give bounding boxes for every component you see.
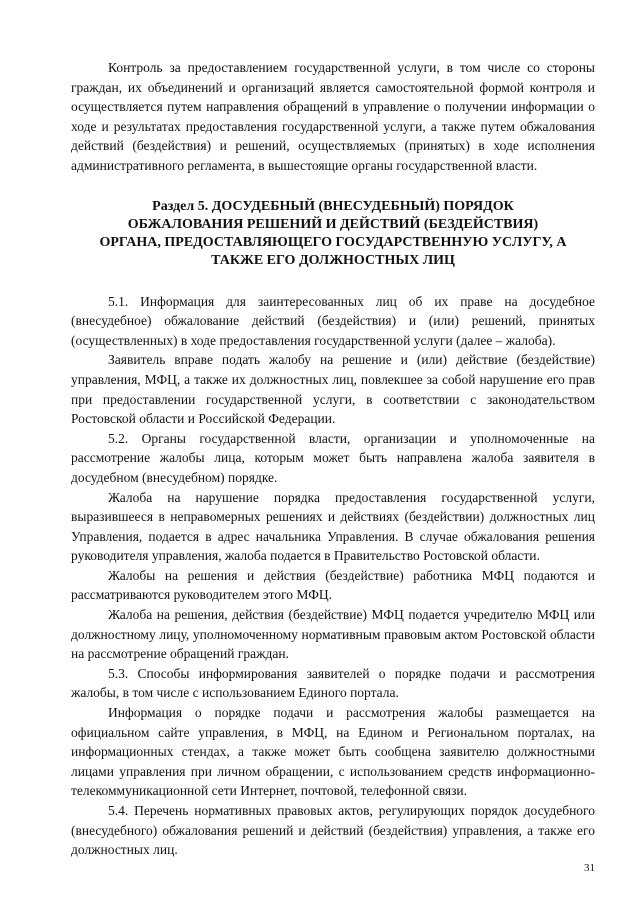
page-number: 31 [584, 862, 595, 874]
section-heading-line: ОБЖАЛОВАНИЯ РЕШЕНИЙ И ДЕЙСТВИЙ (БЕЗДЕЙСТВИЯ) [127, 216, 539, 232]
paragraph-applicant-right: Заявитель вправе подать жалобу на решение и (или) действие (бездействие) управления, МФЦ, а также их должностных лиц, повлекшее за собой нарушение его прав при предоставлении государственной услуги, в соответствии с законодательством Ростовской области и Российской Федерации. [71, 352, 595, 427]
section-heading-line: Раздел 5. ДОСУДЕБНЫЙ (ВНЕСУДЕБНЫЙ) ПОРЯДОК [152, 198, 514, 214]
paragraph-5-3: 5.3. Способы информирования заявителей о порядке подачи и рассмотрения жалобы, в том числе с использованием Единого портала. [71, 665, 595, 701]
paragraph-information-placement: Информация о порядке подачи и рассмотрения жалобы размещается на официальном сайте управления, в МФЦ, на Едином и Региональном порталах, на информационных стендах, а также может быть сообщена заявителю должностными лицами управления при личном обращении, с использованием средств информационно-телекоммуникационной сети Интернет, почтовой, телефонной связи. [71, 705, 595, 799]
paragraph-complaint-mfc-worker: Жалобы на решения и действия (бездействие) работника МФЦ подаются и рассматриваются руководителем этого МФЦ. [71, 567, 595, 603]
paragraph-complaint-management: Жалоба на нарушение порядка предоставления государственной услуги, выразившееся в неправомерных решениях и действиях (бездействии) должностных лиц Управления, подается в адрес начальника Управления. В случае обжалования решения руководителя управления, жалоба подается в Правительство Ростовской области. [71, 489, 595, 564]
section-heading [71, 198, 595, 270]
paragraph-5-4: 5.4. Перечень нормативных правовых актов, регулирующих порядок досудебного (внесудебного) обжалования решений и действий (бездействия) управления, а также его должностных лиц. [71, 803, 595, 858]
paragraph-5-2: 5.2. Органы государственной власти, организации и уполномоченные на рассмотрение жалобы лица, которым может быть направлена жалоба заявителя в досудебном (внесудебном) порядке. [71, 430, 595, 485]
section-heading-line: ОРГАНА, ПРЕДОСТАВЛЯЮЩЕГО ГОСУДАРСТВЕННУЮ УСЛУГУ, А [99, 234, 567, 250]
paragraph-5-1: 5.1. Информация для заинтересованных лиц об их праве на досудебное (внесудебное) обжалование действий (бездействия) и (или) решений, принятых (осуществленных) в ходе предоставления государственной услуги (далее – жалоба). [71, 293, 595, 348]
paragraph-complaint-mfc: Жалоба на решения, действия (бездействие) МФЦ подается учредителю МФЦ или должностному лицу, уполномоченному нормативным правовым актом Ростовской области на рассмотрение обращений граждан. [71, 607, 595, 662]
intro-paragraph: Контроль за предоставлением государственной услуги, в том числе со стороны граждан, их объединений и организаций является самостоятельной формой контроля и осуществляется путем направления обращений в управление о получении информации о ходе и результатах предоставления государственной услуги, а также путем обжалования действий (бездействия) и решений, осуществляемых (принятых) в ходе исполнения административного регламента, в вышестоящие органы государственной власти. [71, 60, 595, 173]
section-heading-line: ТАКЖЕ ЕГО ДОЛЖНОСТНЫХ ЛИЦ [211, 252, 455, 268]
